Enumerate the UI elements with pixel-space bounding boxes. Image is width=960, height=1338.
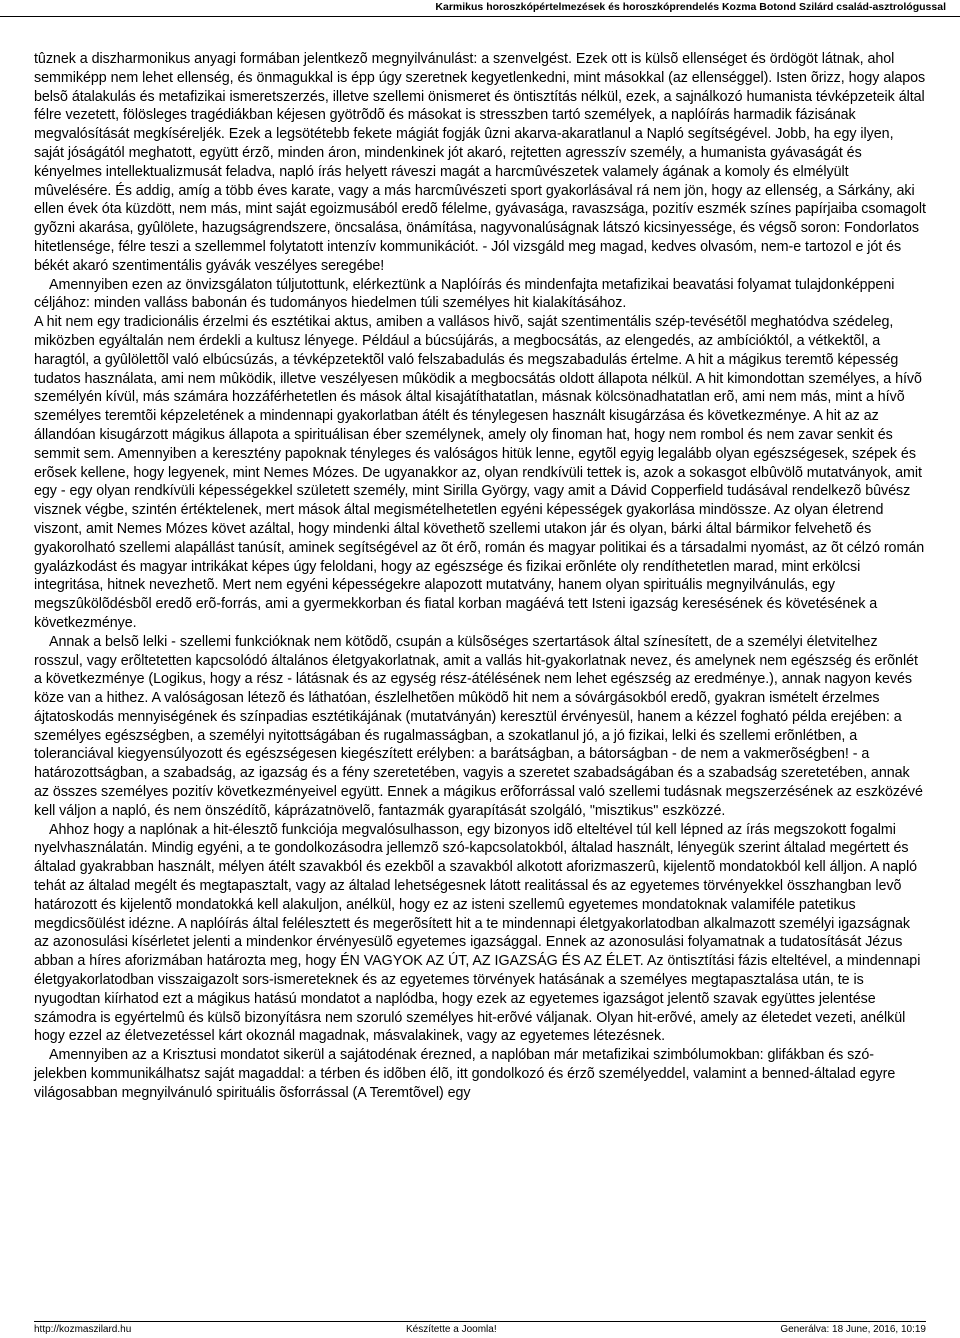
footer-generated-date: Generálva: 18 June, 2016, 10:19 — [780, 1324, 926, 1335]
page-footer — [34, 1321, 926, 1336]
paragraph: Annak a belsõ lelki - szellemi funkcióknak nem kötõdõ, csupán a külsõséges szertartások által színesített, de a személyi életvitelhez rosszul, vagy erõltetetten kapcsolódó általános életgyakorlatnak, amit a vallás hit-gyakorlatnak nevez, és amelynek nem egészség és erõnlét a következménye (Logikus, hogy a rész - látásnak és az egység rész-átélésének nem lehet egészség az eredménye.), annak nagyon kevés köze van a hithez. A valóságosan létezõ és láthatóan, észlelhetõen mûködõ hit nem a sóvárgásokból eredõ, gyakran ismételt érzelmes ájtatoskodás mennyiségének és színpadias esztétikájának (mutatványán) keresztül érvényesül, hanem a kézzel fogható példa erejében: a személyes egészségben, a személyi nyitottságában és rugalmasságban, a szokatlanul jó, a jó fizikai, lelki és szellemi erõnlétben, a toleranciával kiegyensúlyozott és egészségesen kiegészített erélyben: a barátságban, a bátorságban - de nem a vakmerõségben! - a határozottságban, a szabadság, az igazság és a fény szeretetében, vagyis a szeretet szabadságában és a szabadság szeretetében, annak az összes személyes pozitív következményeivel együtt. Ennek a mágikus erõforrással való szellemi tudásnak megszerzésének az eszközévé kell váljon a napló, és nem önszédítõ, káprázatnövelõ, fantazmák gyarapítását szolgáló, "misztikus" eszközzé. — [34, 633, 923, 819]
page-header — [0, 0, 960, 17]
paragraph: Amennyiben az a Krisztusi mondatot sikerül a sajátodénak érezned, a naplóban már metafizikai szimbólumokban: glifákban és szó-jelekben kommunikálhatsz saját magaddal: a térben és idõben élõ, itt gondolkozó és érzõ személyeddel, valamint a benned-általad egyre világosabban megnyilvánuló spirituális õsforrással (A Teremtõvel) egy — [34, 1047, 896, 1101]
article-body — [34, 50, 926, 1103]
paragraph: A hit nem egy tradicionális érzelmi és esztétikai aktus, amiben a vallásos hivõ, saját szentimentális szép-tevésétõl meghatódva szédeleg, miközben egyáltalán nem érdekli a kultusz lényege. Például a búcsújárás, a megbocsátás, az elengedés, az ambícióktól, a vétkektõl, a haragtól, a gyûlölettõl való elbúcsúzás, a tévképzetektõl való felszabadulás és megszabadulás értelme. A hit a mágikus teremtõ képesség tudatos használata, ami nem mûködik, illetve veszélyesen mûködik a megbocsátás oldott állapota nélkül. A hit kimondottan személyes, a hívõ személyén kívül, más számára hozzáférhetetlen és mások által kisajátíthatatlan, másnak kölcsönadhatatlan erõ, ami nem más, mint a hívõ személyes teremtõi képzeletének a mindennapi gyakorlatban átélt és ténylegesen használt kisugárzása és következménye. A hit az az állandóan kisugárzott mágikus állapota a spirituálisan éber személynek, amely oly finoman hat, hogy nem rombol és nem zavar senkit és semmit sem. Amennyiben a keresztény papoknak tényleges és valóságos hitük lenne, egytõl egyig legalább olyan egészségesek, szépek és erõsek kellene, hogy legyenek, mint Nemes Mózes. De ugyanakkor az, olyan rendkívüli tettek is, azok a sokasgot elbûvölõ mutatványok, amit egy - egy olyan rendkívüli képességekkel született személy, mint Sirilla György, vagy amit a Dávid Copperfield tudásával rendelkezõ bûvész visznek végbe, szintén értéktelenek, mert mások által megismételhetetlen egyéni képességek gyakorlása mindössze. Az olyan életrend viszont, amit Nemes Mózes követ azáltal, hogy mindenki által követhetõ szellemi utakon jár és olyan, bárki által bármikor felvehetõ és gyakorolható szellemi alapállást tanúsít, aminek segítségével az õt érõ, román és magyar politikai és a társadalmi nyomást, az õt célzó román gyalázkodást és magyar intrikákat képes úgy feloldani, hogy az egészsége és fizikai erõnléte oly rendíthetetlen marad, mint erkölcsi integritása, hitnek nevezhetõ. Mert nem egyéni képességekre alapozott mutatvány, hanem olyan spirituális megnyilvánulás, egy megszûkölõdésbõl eredõ erõ-forrás, ami a gyermekkorban és fiatal korban magáévá tett Isteni igazság keresésének és követésének a következménye. — [34, 314, 925, 631]
paragraph: Amennyiben ezen az önvizsgálaton túljutottunk, elérkeztünk a Naplóírás és mindenfajta metafizikai beavatási folyamat tulajdonképpeni céljához: minden valláss babonán és tudományos hiedelmen túli személyes hit kialakításához. — [34, 276, 895, 312]
site-title: Karmikus horoszkópértelmezések és horoszkóprendelés Kozma Botond Szilárd család-asztrológussal — [435, 1, 946, 13]
paragraph: Ahhoz hogy a naplónak a hit-élesztõ funkciója megvalósulhasson, egy bizonyos idõ elteltével túl kell lépned az írás megszokott fogalmi nyelvhasználatán. Mindig egyéni, a te gondolkozásodra jellemzõ szó-kapcsolatokból, általad használt, lényegük szerint általad megértett és általad gyakrabban használt, mélyen átélt szavakból és ezekbõl a szavakból alkotott aforizmaszerû, kijelentõ mondatokból kell álljon. A napló tehát az általad megélt és megtapasztalt, vagy az általad lehetségesnek látott realitással és az egyetemes törvényekkel összhangban levõ határozott és kijelentõ mondatokká kell alakuljon, anélkül, hogy ez az isteni szellemû egyetemes mondatoknak valamiféle patetikus megdicsõülést idézne. A naplóírás által felélesztett és megerõsített hit a te mindennapi életgyakorlatodban alkalmazott személyi igazságnak az azonosulási kísérletet jelenti a mindenkor érvényesülõ egyetemes igazsággal. Ennek az azonosulási folyamatnak a tudatosítását Jézus abban a híres aforizmában határozta meg, hogy ÉN VAGYOK AZ ÚT, AZ IGAZSÁG ÉS AZ ÉLET. Az öntisztítási fázis elteltével, a mindennapi életgyakorlatodban visszaigazolt sors-ismereteknek és az egyetemes törvények hatásának a személyes megtapasztalása után, te is nyugodtan kiírhatod ezt a mágikus hatású mondatot a naplódba, hogy ezek az egyetemes igazságot jelentõ szavak együttes jelentése számodra is egyértelmû és külsõ bizonyításra nem szoruló személyes hit-erõvé váljanak. Olyan hit-erõvé, amely az életedet vezeti, anélkül hogy ezzel az életvezetéssel kárt okoznál magadnak, másvalakinek, vagy az egyetemes létezésnek. — [34, 821, 921, 1045]
footer-url-link[interactable]: http://kozmaszilard.hu — [34, 1324, 132, 1335]
footer-credit: Készítette a Joomla! — [406, 1324, 497, 1335]
paragraph: tûznek a diszharmonikus anyagi formában jelentkezõ megnyilvánulást: a szenvelgést. Ezek ott is külsõ ellenséget és ördögöt látnak, ahol semmiképp nem lehet ellenség, és önmagukkal is épp úgy szeretnek kegyetlenkedni, mint másokkal (az ellenséggel). Isten õrizz, hogy alapos belsõ átalakulás és metafizikai ismeretszerzés, illetve szellemi önismeret és öntisztítás nélkül, ezek, a sajnálkozó humanista tévképzeteik által félre vezetett, fölösleges tragédiákban kéjesen gyötrõdõ és másokat is stresszben tartó személyek, a naplóírás harmadik fázisának megvalósítását megkíséreljék. Ezek a legsötétebb fekete mágiát fogják ûzni akarva-akaratlanul a Napló segítségével. Jobb, ha egy ilyen, saját jóságától meghatott, együtt érzõ, minden áron, mindenkinek jót akaró, rejtetten agresszív személy, a humanista gyávaságát és kényelmes intellektualizmusát feladva, napló írás helyett ráveszi magát a harcmûvészetek valamely ágának a komoly és elmélyült mûvelésére. És addig, amíg a több éves karate, vagy a más harcmûvészeti sport gyakorlásával rá nem jön, hogy az ellenség, a Sárkány, aki ellen évek óta küzdött, nem más, mint saját egoizmusából eredõ félelme, gyávasága, ravaszsága, pozitív eszmék színes papírjaiba csomagolt gyõzni akarása, gyûlölete, hazugságrendszere, öncsalása, önámítása, nagyvonalúságnak látszó kicsinyessége, és végsõ soron: Fondorlatos hitetlensége, félre teszi a szellemmel folytatott intenzív kommunikációt. - Jól vizsgáld meg magad, kedves olvasóm, nem-e tartozol e jót és békét akaró szentimentális gyávák veszélyes seregébe! — [34, 51, 926, 274]
